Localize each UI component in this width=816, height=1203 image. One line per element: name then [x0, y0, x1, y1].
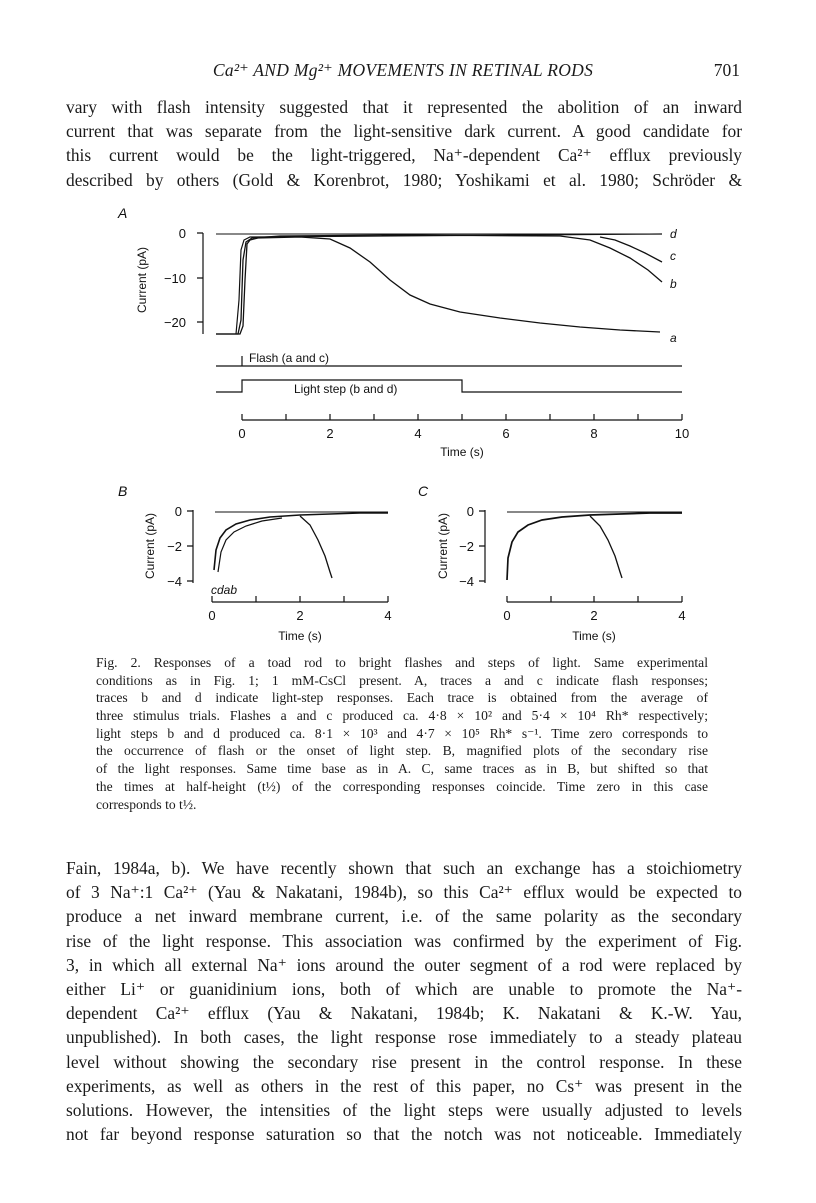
- text-line: experiments, as well as others in the rest of this paper, no Cs⁺ was present in the: [66, 1075, 742, 1096]
- panel-a-ytick: −10: [163, 271, 186, 286]
- caption-line: of the light responses. Same time base as in A. C, same traces as in B, but shifted so that: [96, 761, 708, 777]
- panel-a-xtick: 2: [326, 426, 334, 441]
- text-line: Fain, 1984a, b). We have recently shown that such an exchange has a stoichiometry: [66, 858, 742, 878]
- text-line: produce a net inward membrane current, i.e. of the same polarity as the secondary: [66, 906, 742, 927]
- figure-caption: [96, 654, 708, 813]
- panel-b-trace-b-decline: [300, 516, 332, 578]
- panel-b-ytick: −2: [167, 539, 182, 554]
- panel-a-xtick: 4: [414, 426, 422, 441]
- figure-svg: [0, 200, 816, 650]
- text-line: this current would be the light-triggered, Na⁺-dependent Ca²⁺ efflux previously: [66, 145, 742, 166]
- panel-c-y-ticks: [479, 511, 485, 581]
- running-head: [66, 60, 740, 86]
- panel-a-ylabel: Current (pA): [135, 246, 149, 314]
- panel-a-y-ticks: [197, 233, 203, 322]
- panel-b-ytick: −4: [167, 574, 182, 589]
- step-monitor: [216, 380, 682, 392]
- caption-line: traces b and d indicate light-step responses. Each trace is obtained from the average of: [96, 690, 708, 706]
- text-line: unpublished). In both cases, the light response rose immediately to a steady plateau: [66, 1027, 742, 1048]
- running-title: Ca²⁺ AND Mg²⁺ MOVEMENTS IN RETINAL RODS: [212, 60, 594, 80]
- text-line: 3, in which all external Na⁺ ions around the outer segment of a rod were replaced by: [66, 954, 742, 975]
- panel-a-ytick: 0: [178, 226, 186, 241]
- panel-b-traces: [214, 513, 388, 570]
- panel-c-ytick: −2: [459, 539, 474, 554]
- panel-b-xlabel: Time (s): [278, 629, 322, 643]
- caption-line: corresponds to t½.: [96, 796, 197, 812]
- panel-c-ylabel: Current (pA): [436, 512, 450, 580]
- panel-b-xtick: 4: [384, 608, 392, 623]
- panel-c-ytick: 0: [466, 504, 474, 519]
- body-text-top: [66, 95, 742, 192]
- panel-b-label: B: [118, 483, 128, 499]
- trace-a: [216, 237, 660, 334]
- panel-c-x-ticks: [507, 596, 682, 602]
- panel-b-ytick: 0: [174, 504, 182, 519]
- panel-b-y-ticks: [187, 511, 193, 581]
- trace-label-b: b: [670, 277, 677, 291]
- panel-a-xtick: 8: [590, 426, 598, 441]
- trace-label-d: d: [670, 227, 677, 241]
- text-line: described by others (Gold & Korenbrot, 1980; Yoshikami et al. 1980; Schröder &: [66, 169, 742, 190]
- panel-b-ylabel: Current (pA): [143, 512, 157, 580]
- body-text-bottom: [66, 856, 742, 1146]
- panel-c-xtick: 4: [678, 608, 686, 623]
- panel-a-x-ticks: [242, 414, 682, 420]
- panel-b-x-ticks: [212, 596, 388, 602]
- text-line: level without showing the secondary rise present in the control response. In these: [66, 1051, 742, 1072]
- panel-c-ytick: −4: [459, 574, 474, 589]
- trace-label-c: c: [670, 249, 676, 263]
- panel-b-trace-labels: cdab: [211, 583, 238, 597]
- figure-2: [0, 200, 816, 650]
- text-line: not far beyond response saturation so that the notch was not noticeable. Immediately: [66, 1124, 742, 1145]
- panel-a-label: A: [118, 205, 128, 221]
- caption-line: the times at half-height (t½) of the corresponding responses coincide. Time zero in this case: [96, 778, 708, 794]
- text-line: solutions. However, the intensities of the light steps were usually adjusted to levels: [66, 1099, 742, 1120]
- text-line: vary with flash intensity suggested that it represented the abolition of an inward: [66, 97, 742, 117]
- panel-c-label: C: [418, 483, 429, 499]
- panel-a-xtick: 0: [238, 426, 246, 441]
- caption-line: the occurrence of flash or the onset of light step. B, magnified plots of the secondary rise: [96, 743, 708, 759]
- panel-a-xtick: 10: [674, 426, 690, 441]
- panel-c-trace-b-decline: [590, 516, 622, 578]
- trace-b: [216, 235, 662, 334]
- flash-label: Flash (a and c): [249, 351, 330, 365]
- panel-a-xlabel: Time (s): [440, 445, 484, 459]
- panel-a-xtick: 6: [502, 426, 510, 441]
- text-line: either Li⁺ or guanidinium ions, both of which are unable to promote the Na⁺-: [66, 978, 742, 999]
- text-line: rise of the light response. This association was confirmed by the experiment of Fig.: [66, 930, 742, 951]
- caption-line: conditions as in Fig. 1; 1 mM-CsCl present. A, traces a and c indicate flash responses;: [96, 672, 708, 688]
- panel-b-trace-inner: [218, 518, 282, 572]
- text-line: current that was separate from the light-sensitive dark current. A good candidate for: [66, 121, 742, 142]
- panel-b-xtick: 2: [296, 608, 304, 623]
- panel-c-xtick: 0: [503, 608, 511, 623]
- caption-line: Fig. 2. Responses of a toad rod to bright flashes and steps of light. Same experimental: [96, 655, 708, 670]
- page-number: 701: [713, 60, 740, 80]
- step-label: Light step (b and d): [294, 382, 398, 396]
- panel-a-ytick: −20: [163, 315, 186, 330]
- trace-d: [236, 234, 662, 334]
- caption-line: light steps b and d produced ca. 8·1 × 10³ and 4·7 × 10⁵ Rh* s⁻¹. Time zero corresponds to: [96, 725, 708, 741]
- panel-c-traces: [507, 513, 682, 580]
- panel-b-xtick: 0: [208, 608, 216, 623]
- text-line: of 3 Na⁺:1 Ca²⁺ (Yau & Nakatani, 1984b), so this Ca²⁺ efflux would be expected to: [66, 882, 742, 903]
- panel-c-xtick: 2: [590, 608, 598, 623]
- text-line: dependent Ca²⁺ efflux (Yau & Nakatani, 1984b; K. Nakatani & K.-W. Yau,: [66, 1003, 742, 1024]
- trace-label-a: a: [670, 331, 677, 345]
- caption-line: three stimulus trials. Flashes a and c produced ca. 4·8 × 10² and 5·4 × 10⁴ Rh* respectively;: [96, 708, 708, 724]
- panel-c-xlabel: Time (s): [572, 629, 616, 643]
